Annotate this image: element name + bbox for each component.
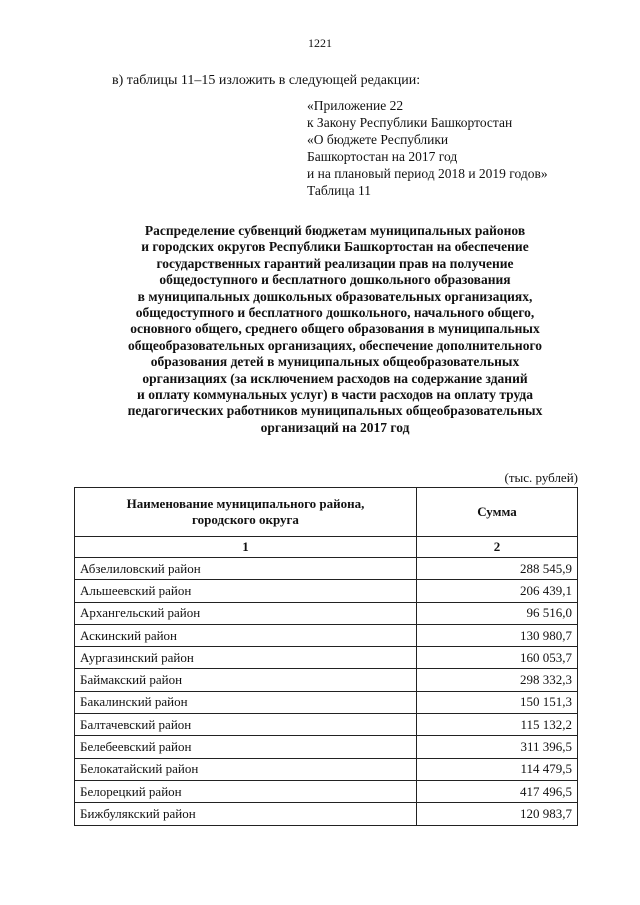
table-row <box>75 780 578 802</box>
table-row <box>75 558 578 580</box>
district-sum: 298 332,3 <box>417 669 578 691</box>
table-row <box>75 602 578 624</box>
heading-line: и оплату коммунальных услуг) в части расходов на оплату труда <box>137 387 533 403</box>
district-sum: 114 479,5 <box>417 758 578 780</box>
appendix-line: и на плановый период 2018 и 2019 годов» <box>307 166 548 181</box>
heading-line: Распределение субвенций бюджетам муниципальных районов <box>144 223 526 238</box>
heading-line: общеобразовательных организациях, обеспечение дополнительного <box>127 337 542 353</box>
district-name: Альшеевский район <box>75 580 417 602</box>
page-number: 1221 <box>308 36 332 50</box>
table-row <box>75 624 578 646</box>
district-name: Абзелиловский район <box>75 558 417 580</box>
header-name-line: Наименование муниципального района, <box>126 496 365 511</box>
budget-table <box>74 487 578 826</box>
table-row <box>75 714 578 736</box>
district-name: Аургазинский район <box>75 647 417 669</box>
appendix-reference <box>307 97 548 199</box>
district-name: Бакалинский район <box>75 691 417 713</box>
district-sum: 115 132,2 <box>417 714 578 736</box>
district-sum: 160 053,7 <box>417 647 578 669</box>
district-sum: 206 439,1 <box>417 580 578 602</box>
heading-line: образования детей в муниципальных общеобразовательных <box>150 354 520 370</box>
column-number-row <box>75 537 578 558</box>
header-name-line: городского округа <box>192 512 299 527</box>
table-header-row <box>75 488 578 537</box>
table-label: Таблица 11 <box>307 183 371 198</box>
table-row <box>75 691 578 713</box>
heading-line: основного общего, среднего общего образования в муниципальных <box>130 321 540 337</box>
heading-line: организаций на 2017 год <box>260 419 410 435</box>
appendix-line: Башкортостан на 2017 год <box>307 149 458 164</box>
district-sum: 130 980,7 <box>417 624 578 646</box>
intro-text: в) таблицы 11–15 изложить в следующей редакции: <box>112 73 421 88</box>
table-row <box>75 803 578 825</box>
header-sum-cell: Сумма <box>417 488 578 537</box>
district-name: Бижбулякский район <box>75 803 417 825</box>
heading-line: общедоступного и бесплатного дошкольного образования <box>159 272 511 288</box>
district-name: Аскинский район <box>75 624 417 646</box>
district-sum: 96 516,0 <box>417 602 578 624</box>
table-heading <box>80 223 590 436</box>
district-name: Белорецкий район <box>75 780 417 802</box>
district-sum: 150 151,3 <box>417 691 578 713</box>
table-row <box>75 580 578 602</box>
district-name: Архангельский район <box>75 602 417 624</box>
appendix-line: «О бюджете Республики <box>307 132 449 147</box>
column-number-1: 1 <box>75 537 417 558</box>
heading-line: общедоступного и бесплатного дошкольного, начального общего, <box>135 305 535 321</box>
appendix-line: к Закону Республики Башкортостан <box>307 115 513 130</box>
appendix-line: «Приложение 22 <box>307 98 404 113</box>
units-label: (тыс. рублей) <box>504 470 578 485</box>
header-name-cell <box>75 488 417 537</box>
district-name: Белебеевский район <box>75 736 417 758</box>
heading-line: и городских округов Республики Башкортостан на обеспечение <box>141 239 529 255</box>
table-row <box>75 669 578 691</box>
district-sum: 120 983,7 <box>417 803 578 825</box>
district-sum: 417 496,5 <box>417 780 578 802</box>
heading-line: организациях (за исключением расходов на содержание зданий <box>142 370 528 386</box>
table-row <box>75 758 578 780</box>
heading-line: педагогических работников муниципальных общеобразовательных <box>127 403 543 419</box>
column-number-2: 2 <box>417 537 578 558</box>
heading-line: в муниципальных дошкольных образовательных организациях, <box>137 288 533 304</box>
table-row <box>75 736 578 758</box>
heading-line: государственных гарантий реализации прав на получение <box>156 255 514 271</box>
district-sum: 311 396,5 <box>417 736 578 758</box>
district-sum: 288 545,9 <box>417 558 578 580</box>
table-row <box>75 647 578 669</box>
district-name: Белокатайский район <box>75 758 417 780</box>
district-name: Балтачевский район <box>75 714 417 736</box>
district-name: Баймакский район <box>75 669 417 691</box>
